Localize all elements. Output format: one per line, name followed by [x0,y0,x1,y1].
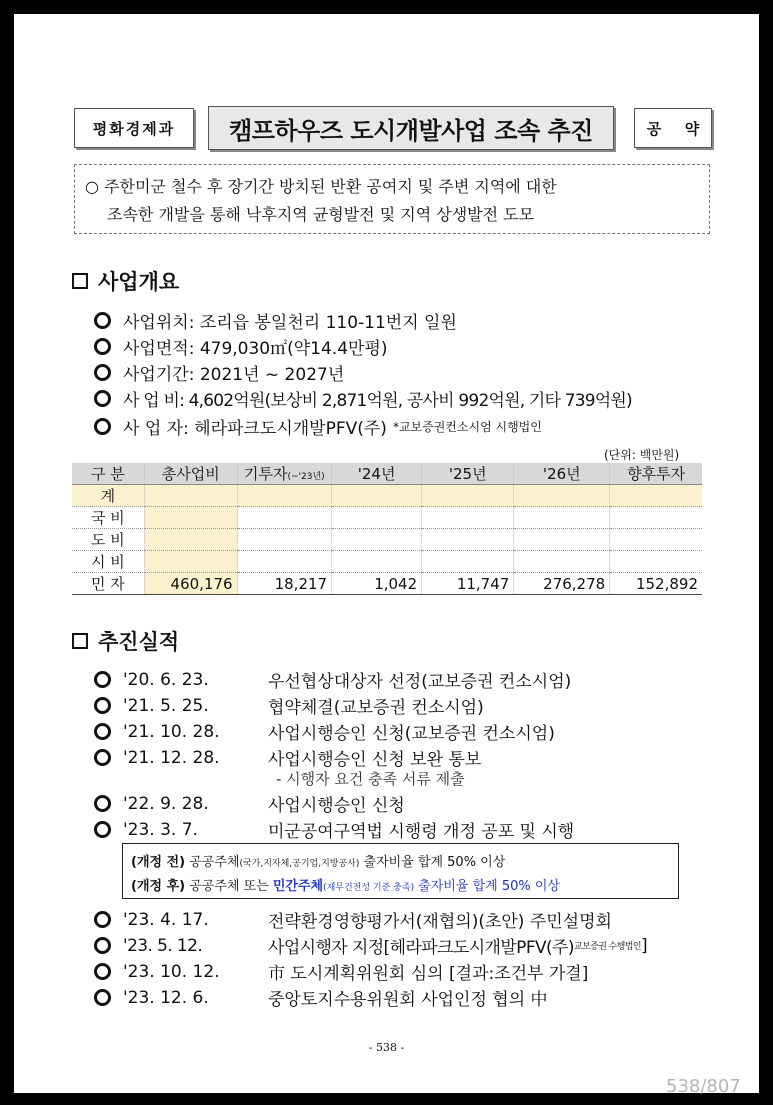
overview-item-text: 사업면적: 479,030㎡(약14.4만평) [123,339,388,359]
circle-bullet-icon [94,795,111,812]
document-page [14,14,759,1097]
amend-before-label: (개정 전) [131,855,186,870]
progress-item [94,907,612,932]
circle-bullet-icon [94,989,111,1006]
circle-bullet-icon [94,697,111,714]
table-cell [610,507,702,529]
table-row [72,485,702,507]
table-cell [422,551,514,573]
pledge-char-2: 약 [684,119,700,138]
table-cell [332,551,422,573]
table-cell [237,485,332,507]
table-cell [237,529,332,551]
sub-note: - 시행자 요건 충족 서류 제출 [276,770,465,788]
page-title: 캠프하우즈 도시개발사업 조속 추진 [208,106,614,150]
table-cell [610,529,702,551]
row-label: 국 비 [72,507,144,529]
overview-heading-text: 사업개요 [98,270,180,294]
pledge-label [634,108,712,148]
operator-note: *교보증권컨소시엄 시행법인 [392,420,542,434]
row-label: 도 비 [72,529,144,551]
overview-heading [72,266,179,296]
progress-date: '21. 10. 28. [123,721,220,742]
table-row [72,529,702,551]
amend-before-small: (국가,지자체,공기업,지방공사) [239,859,360,869]
circle-bullet-icon [94,963,111,980]
circle-bullet-icon [94,671,111,688]
table-cell [422,507,514,529]
progress-item [94,719,555,744]
amend-after-main: 공공주체 또는 [189,879,269,894]
progress-date: '23. 4. 17. [123,909,209,930]
amend-before-line [131,851,505,870]
overview-item-text: 사업위치: 조리읍 봉일천리 110-11번지 일원 [123,313,457,333]
header-cell: '24년 [332,463,422,485]
amend-after-blue: 민간주체 [272,879,324,894]
header-cell: '26년 [514,463,610,485]
progress-item [94,693,484,718]
progress-item [94,985,548,1010]
progress-text: 사업시행자 지정[헤라파크도시개발PFV(주) [268,938,574,958]
amend-after-rest: 출자비율 합계 50% 이상 [418,879,560,894]
header-cell [237,463,332,485]
overview-item [94,334,388,359]
page-number: - 538 - [368,1041,405,1054]
square-bullet-icon [72,273,88,289]
amendment-box [122,843,679,899]
table-cell [514,507,610,529]
header-cell: 향후투자 [610,463,702,485]
progress-item [94,791,405,816]
circle-bullet-icon [94,418,111,435]
overview-item [94,308,457,333]
progress-date: '23. 12. 6. [123,987,209,1008]
header-cell: 구 분 [72,463,144,485]
table-cell: 11,747 [422,573,514,595]
progress-item [94,959,588,984]
summary-line-2: 조속한 개발을 통해 낙후지역 균형발전 및 지역 상생발전 도모 [107,205,535,224]
table-cell [514,551,610,573]
circle-bullet-icon [94,312,111,329]
progress-text: 협약체결(교보증권 컨소시엄) [268,698,484,718]
table-row [72,507,702,529]
table-cell [237,551,332,573]
unit-label: (단위: 백만원) [604,448,680,462]
table-cell [144,551,237,573]
progress-date: '20. 6. 23. [123,669,209,690]
table-cell: 18,217 [237,573,332,595]
progress-date: '22. 9. 28. [123,793,209,814]
progress-text: 사업시행승인 신청 [268,796,405,816]
circle-bullet-icon [94,937,111,954]
progress-text: 사업시행승인 신청 보완 통보 [268,750,482,770]
progress-item [94,817,574,842]
designation-end: ] [640,935,647,956]
row-label: 계 [72,485,144,507]
table-cell: 276,278 [514,573,610,595]
square-bullet-icon [72,633,88,649]
table-cell [422,485,514,507]
overview-item [94,386,632,411]
progress-date: '23. 3. 7. [123,819,198,840]
overview-item-text: 사 업 비: 4,602억원(보상비 2,871억원, 공사비 992억원, 기타 739억원) [123,391,632,411]
progress-item [94,667,571,692]
table-cell [514,529,610,551]
table-row [72,551,702,573]
amend-before-main: 공공주체 [189,855,240,870]
overview-item [94,414,542,439]
header-cell-text: 기투자 [244,465,288,483]
table-cell: 460,176 [144,573,237,595]
page-counter: 538/807 [666,1076,741,1097]
circle-bullet-icon [94,911,111,928]
summary-box [74,164,710,234]
circle-bullet-icon [94,723,111,740]
table-cell [332,507,422,529]
summary-line-1: ○ 주한미군 철수 후 장기간 방치된 반환 공여지 및 주변 지역에 대한 [85,177,557,196]
table-row [72,573,702,595]
table-header-row [72,463,702,485]
circle-bullet-icon [94,364,111,381]
header-cell-subtext: (~'23년) [287,472,325,482]
circle-bullet-icon [94,338,111,355]
budget-table [72,463,702,595]
table-cell [610,551,702,573]
progress-text: 사업시행승인 신청(교보증권 컨소시엄) [268,724,555,744]
pledge-char-1: 공 [646,119,662,138]
table-cell: 1,042 [332,573,422,595]
circle-bullet-icon [94,749,111,766]
circle-bullet-icon [94,821,111,838]
amend-before-rest: 출자비율 합계 50% 이상 [363,855,506,870]
table-cell [332,529,422,551]
designation-note: 교보증권 수행법인 [573,942,641,952]
circle-bullet-icon [94,390,111,407]
department-label: 평화경제과 [74,108,194,148]
progress-heading-text: 추진실적 [98,630,180,654]
header-cell: '25년 [422,463,514,485]
progress-text: 미군공여구역법 시행령 개정 공포 및 시행 [268,822,575,842]
overview-item-text: 사 업 자: 헤라파크도시개발PFV(주) [123,419,387,439]
progress-date: '21. 5. 25. [123,695,209,716]
overview-item [94,360,344,385]
progress-date: '21. 12. 28. [123,747,220,768]
table-cell [144,485,237,507]
progress-text: 전략환경영향평가서(재협의)(초안) 주민설명회 [268,912,612,932]
header-cell: 총사업비 [144,463,237,485]
progress-text: 우선협상대상자 선정(교보증권 컨소시엄) [268,672,572,692]
progress-item [94,933,647,958]
table-cell [422,529,514,551]
progress-item [94,745,481,770]
table-cell [610,485,702,507]
amend-after-label: (개정 후) [131,879,186,894]
overview-item-text: 사업기간: 2021년 ~ 2027년 [123,365,345,385]
progress-date: '23. 10. 12. [123,961,220,982]
progress-text: 중앙토지수용위원회 사업인정 협의 中 [268,990,548,1010]
table-cell [237,507,332,529]
table-cell [144,529,237,551]
progress-heading [72,626,179,656]
amend-after-small: (재무건전성 기준 충족) [323,883,415,893]
table-cell [144,507,237,529]
table-cell [332,485,422,507]
amend-after-line [131,875,560,894]
progress-date: '23. 5. 12. [123,935,203,956]
progress-text: 市 도시계획위원회 심의 [결과:조건부 가결] [268,964,589,984]
table-cell: 152,892 [610,573,702,595]
row-label: 민 자 [72,573,144,595]
row-label: 시 비 [72,551,144,573]
table-cell [514,485,610,507]
